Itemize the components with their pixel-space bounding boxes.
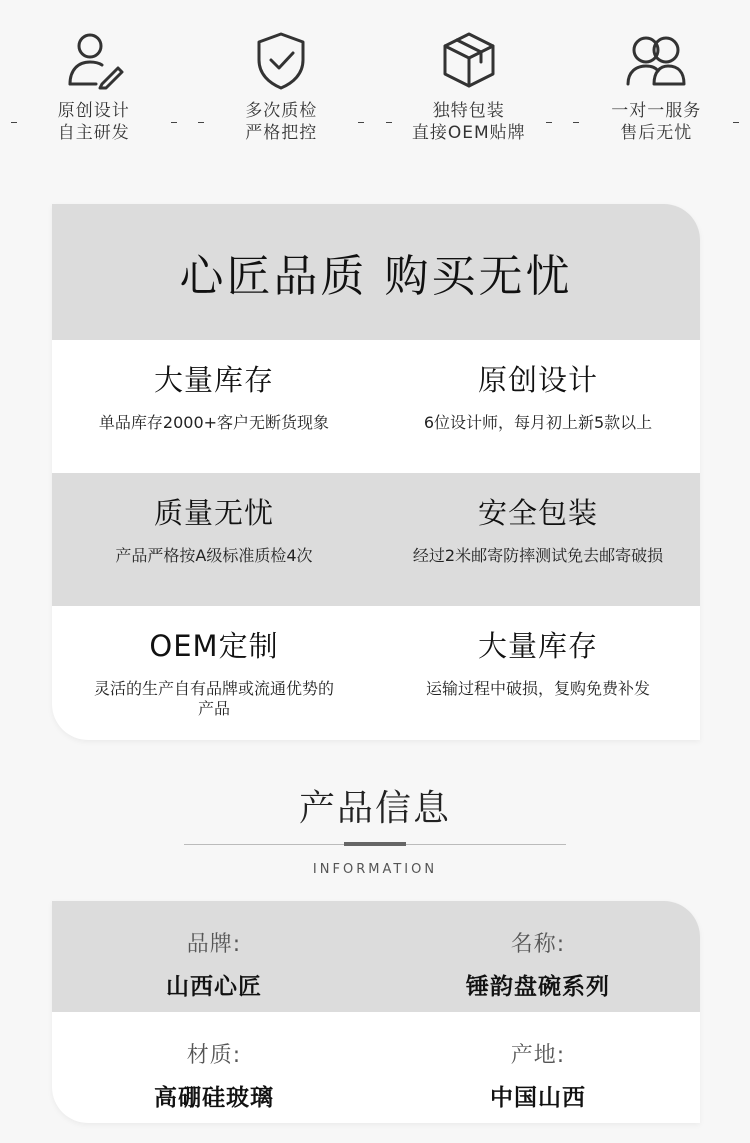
quality-cell bbox=[52, 340, 376, 473]
info-cell-brand bbox=[52, 901, 376, 1012]
quality-cell-title: 原创设计 bbox=[477, 363, 598, 397]
info-cell-origin bbox=[376, 1012, 700, 1123]
quality-card-title: 心匠品质 购买无忧 bbox=[179, 251, 573, 302]
info-cell-material bbox=[52, 1012, 376, 1123]
info-label: 材质: bbox=[186, 1043, 242, 1068]
section-title: 产品信息 bbox=[298, 788, 451, 829]
quality-cell-desc: 经过2米邮寄防摔测试免去邮寄破损 bbox=[412, 546, 664, 565]
quality-cell-desc: 灵活的生产自有品牌或流通优势的产品 bbox=[94, 679, 335, 718]
shield-check-icon bbox=[249, 28, 313, 92]
package-box-icon bbox=[437, 28, 501, 92]
quality-cell-desc: 单品库存2000+客户无断货现象 bbox=[98, 413, 330, 432]
quality-cell bbox=[376, 606, 700, 739]
feature-caption bbox=[206, 100, 356, 144]
feature-line: 售后无忧 bbox=[620, 123, 693, 143]
quality-cell-desc: 6位设计师，每月初上新5款以上 bbox=[423, 413, 653, 432]
quality-cell-title: 大量库存 bbox=[153, 363, 274, 397]
product-info-card bbox=[52, 901, 700, 1123]
quality-cell bbox=[52, 606, 376, 739]
feature-line: 多次质检 bbox=[245, 101, 318, 121]
feature-item-service bbox=[571, 28, 741, 158]
info-value: 锤韵盘碗系列 bbox=[466, 974, 610, 1000]
feature-caption bbox=[19, 100, 169, 144]
section-subtitle: INFORMATION bbox=[312, 862, 438, 877]
quality-cell-title: 大量库存 bbox=[477, 629, 598, 663]
info-row bbox=[52, 1012, 700, 1123]
section-divider-accent bbox=[344, 842, 406, 846]
info-value: 高硼硅玻璃 bbox=[154, 1085, 274, 1111]
info-label: 产地: bbox=[510, 1043, 566, 1068]
feature-item-package bbox=[384, 28, 554, 158]
info-label: 品牌: bbox=[186, 932, 242, 957]
feature-line: 独特包装 bbox=[432, 101, 505, 121]
quality-row bbox=[52, 473, 700, 606]
quality-cell bbox=[52, 473, 376, 606]
designer-icon bbox=[62, 28, 126, 92]
feature-line: 严格把控 bbox=[245, 123, 318, 143]
customer-service-icon bbox=[624, 28, 688, 92]
quality-cell-desc: 运输过程中破损，复购免费补发 bbox=[425, 679, 650, 698]
quality-card-header bbox=[52, 204, 700, 340]
quality-cell-desc: 产品严格按A级标准质检4次 bbox=[115, 546, 313, 565]
feature-line: 一对一服务 bbox=[611, 101, 702, 121]
quality-row bbox=[52, 606, 700, 739]
feature-caption bbox=[394, 100, 544, 144]
quality-cell-title: 安全包装 bbox=[477, 496, 598, 530]
feature-item-quality bbox=[196, 28, 366, 158]
feature-line: 自主研发 bbox=[57, 123, 130, 143]
quality-cell bbox=[376, 340, 700, 473]
info-cell-name bbox=[376, 901, 700, 1012]
feature-line: 直接OEM贴牌 bbox=[411, 123, 526, 143]
quality-card bbox=[52, 204, 700, 740]
quality-cell-title: OEM定制 bbox=[149, 629, 279, 663]
quality-cell-title: 质量无忧 bbox=[153, 496, 274, 530]
info-row bbox=[52, 901, 700, 1012]
quality-row bbox=[52, 340, 700, 473]
feature-strip bbox=[0, 28, 750, 158]
info-value: 山西心匠 bbox=[166, 974, 262, 1000]
info-label: 名称: bbox=[510, 932, 566, 957]
feature-caption bbox=[581, 100, 731, 144]
quality-cell bbox=[376, 473, 700, 606]
feature-line: 原创设计 bbox=[57, 101, 130, 121]
info-value: 中国山西 bbox=[490, 1085, 586, 1111]
feature-item-design bbox=[9, 28, 179, 158]
